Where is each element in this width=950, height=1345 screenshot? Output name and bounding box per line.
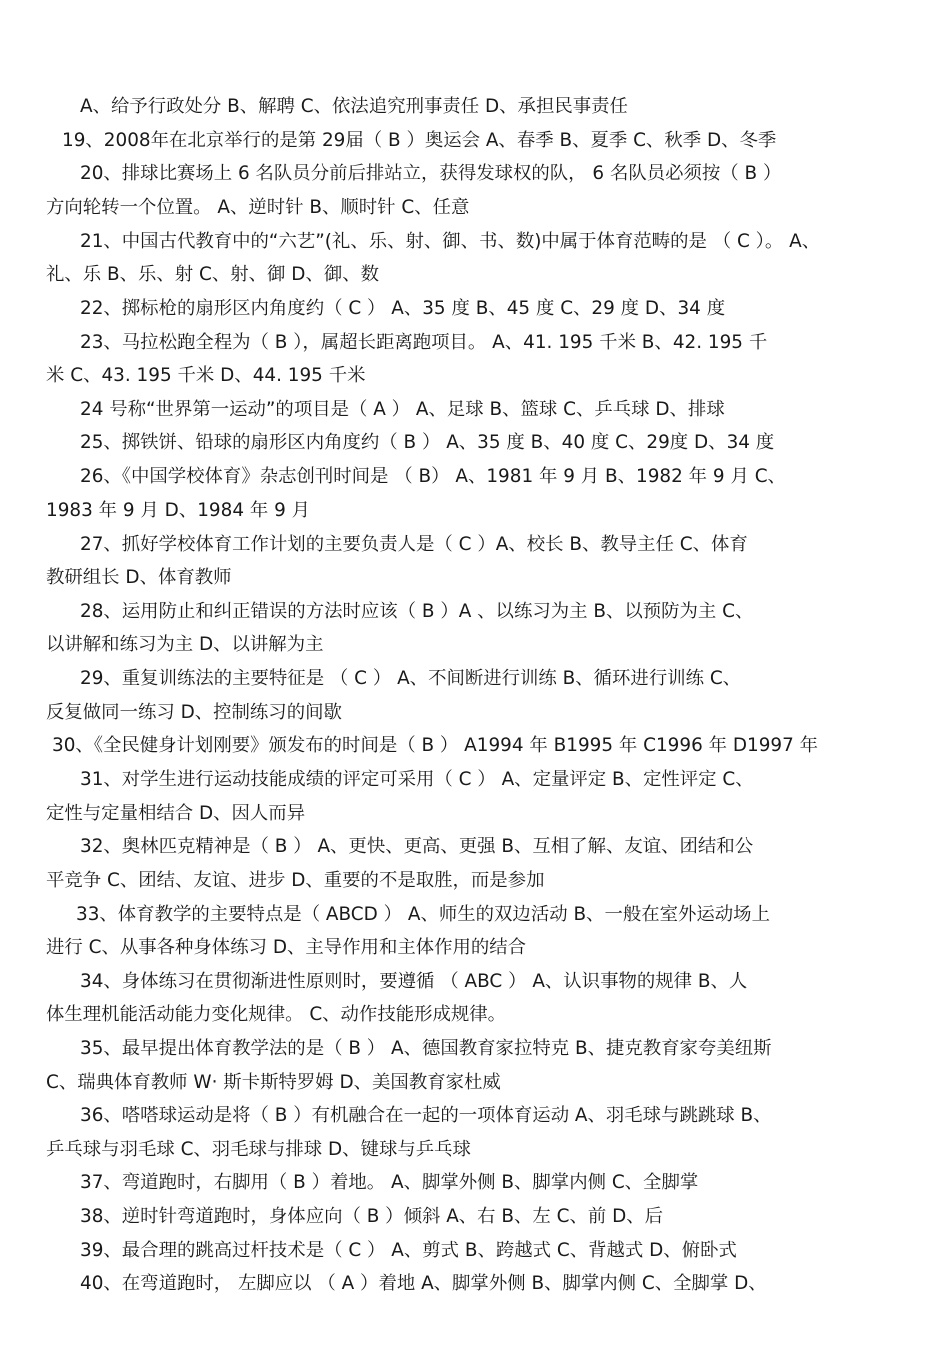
question-29: 29、重复训练法的主要特征是 （ C ） A、不间断进行训练 B、循环进行训练 C、	[80, 668, 742, 689]
question-31: 31、对学生进行运动技能成绩的评定可采用（ C ） A、定量评定 B、定性评定 C、	[80, 769, 754, 790]
question-21: 21、中国古代教育中的“六艺”(礼、乐、射、御、书、数)中属于体育范畴的是 （ C ）。 A、	[80, 231, 821, 252]
question-30: 30、《全民健身计划刚要》颁发布的时间是（ B ） A1994 年 B1995 年 C1996 年 D1997 年	[52, 735, 819, 756]
question-24: 24 号称“世界第一运动”的项目是（ A ） A、足球 B、篮球 C、乒乓球 D、排球	[80, 399, 725, 420]
question-26: 26、《中国学校体育》杂志创刊时间是 （ B） A、1981 年 9 月 B、1982 年 9 月 C、	[80, 466, 786, 487]
question-23: 23、马拉松跑全程为（ B ），属超长距离跑项目。 A、41. 195 千米 B、42. 195 千	[80, 332, 768, 353]
text-line: 体生理机能活动能力变化规律。 C、动作技能形成规律。	[46, 1004, 507, 1025]
text-line: C、瑞典体育教师 W· 斯卡斯特罗姆 D、美国教育家杜威	[46, 1072, 501, 1093]
text-line: 进行 C、从事各种身体练习 D、主导作用和主体作用的结合	[46, 937, 527, 958]
text-line: 1983 年 9 月 D、1984 年 9 月	[46, 500, 311, 521]
text-line: A、给予行政处分 B、解聘 C、依法追究刑事责任 D、承担民事责任	[80, 96, 628, 117]
text-line: 定性与定量相结合 D、因人而异	[46, 803, 306, 824]
question-20: 20、排球比赛场上 6 名队员分前后排站立，获得发球权的队， 6 名队员必须按（ B ）	[80, 163, 782, 184]
question-36: 36、嗒嗒球运动是将（ B ）有机融合在一起的一项体育运动 A、羽毛球与跳跳球 B、	[80, 1105, 772, 1126]
question-28: 28、运用防止和纠正错误的方法时应该（ B ）A 、以练习为主 B、以预防为主 C、	[80, 601, 754, 622]
question-25: 25、掷铁饼、铅球的扇形区内角度约（ B ） A、35 度 B、40 度 C、29度 D、34 度	[80, 432, 775, 453]
question-33: 33、体育教学的主要特点是（ ABCD ） A、师生的双边活动 B、一般在室外运动场上	[76, 904, 770, 925]
text-line: 反复做同一练习 D、控制练习的间歇	[46, 702, 342, 723]
question-34: 34、身体练习在贯彻渐进性原则时，要遵循 （ ABC ） A、认识事物的规律 B、人	[80, 971, 748, 992]
question-27: 27、抓好学校体育工作计划的主要负责人是（ C ）A、校长 B、教导主任 C、体育	[80, 534, 748, 555]
question-37: 37、弯道跑时，右脚用（ B ）着地。 A、脚掌外侧 B、脚掌内侧 C、全脚掌	[80, 1172, 699, 1193]
question-38: 38、逆时针弯道跑时，身体应向（ B ）倾斜 A、右 B、左 C、前 D、后	[80, 1206, 664, 1227]
question-22: 22、掷标枪的扇形区内角度约（ C ） A、35 度 B、45 度 C、29 度 D、34 度	[80, 298, 726, 319]
text-line: 乒乓球与羽毛球 C、羽毛球与排球 D、键球与乒乓球	[46, 1139, 471, 1160]
question-35: 35、最早提出体育教学法的是（ B ） A、德国教育家拉特克 B、捷克教育家夸美纽斯	[80, 1038, 772, 1059]
text-line: 平竞争 C、团结、友谊、进步 D、重要的不是取胜，而是参加	[46, 870, 545, 891]
text-line: 方向轮转一个位置。 A、逆时针 B、顺时针 C、任意	[46, 197, 470, 218]
text-line: 以讲解和练习为主 D、以讲解为主	[46, 634, 324, 655]
text-line: 米 C、43. 195 千米 D、44. 195 千米	[46, 365, 366, 386]
question-19: 19、2008年在北京举行的是第 29届（ B ）奥运会 A、春季 B、夏季 C、秋季 D、冬季	[62, 130, 777, 151]
question-39: 39、最合理的跳高过杆技术是（ C ） A、剪式 B、跨越式 C、背越式 D、俯卧式	[80, 1240, 737, 1261]
question-40: 40、在弯道跑时， 左脚应以 （ A ）着地 A、脚掌外侧 B、脚掌内侧 C、全脚掌 D、	[80, 1273, 767, 1294]
question-32: 32、奥林匹克精神是（ B ） A、更快、更高、更强 B、互相了解、友谊、团结和公	[80, 836, 754, 857]
text-line: 礼、乐 B、乐、射 C、射、御 D、御、数	[46, 264, 380, 285]
text-line: 教研组长 D、体育教师	[46, 567, 232, 588]
